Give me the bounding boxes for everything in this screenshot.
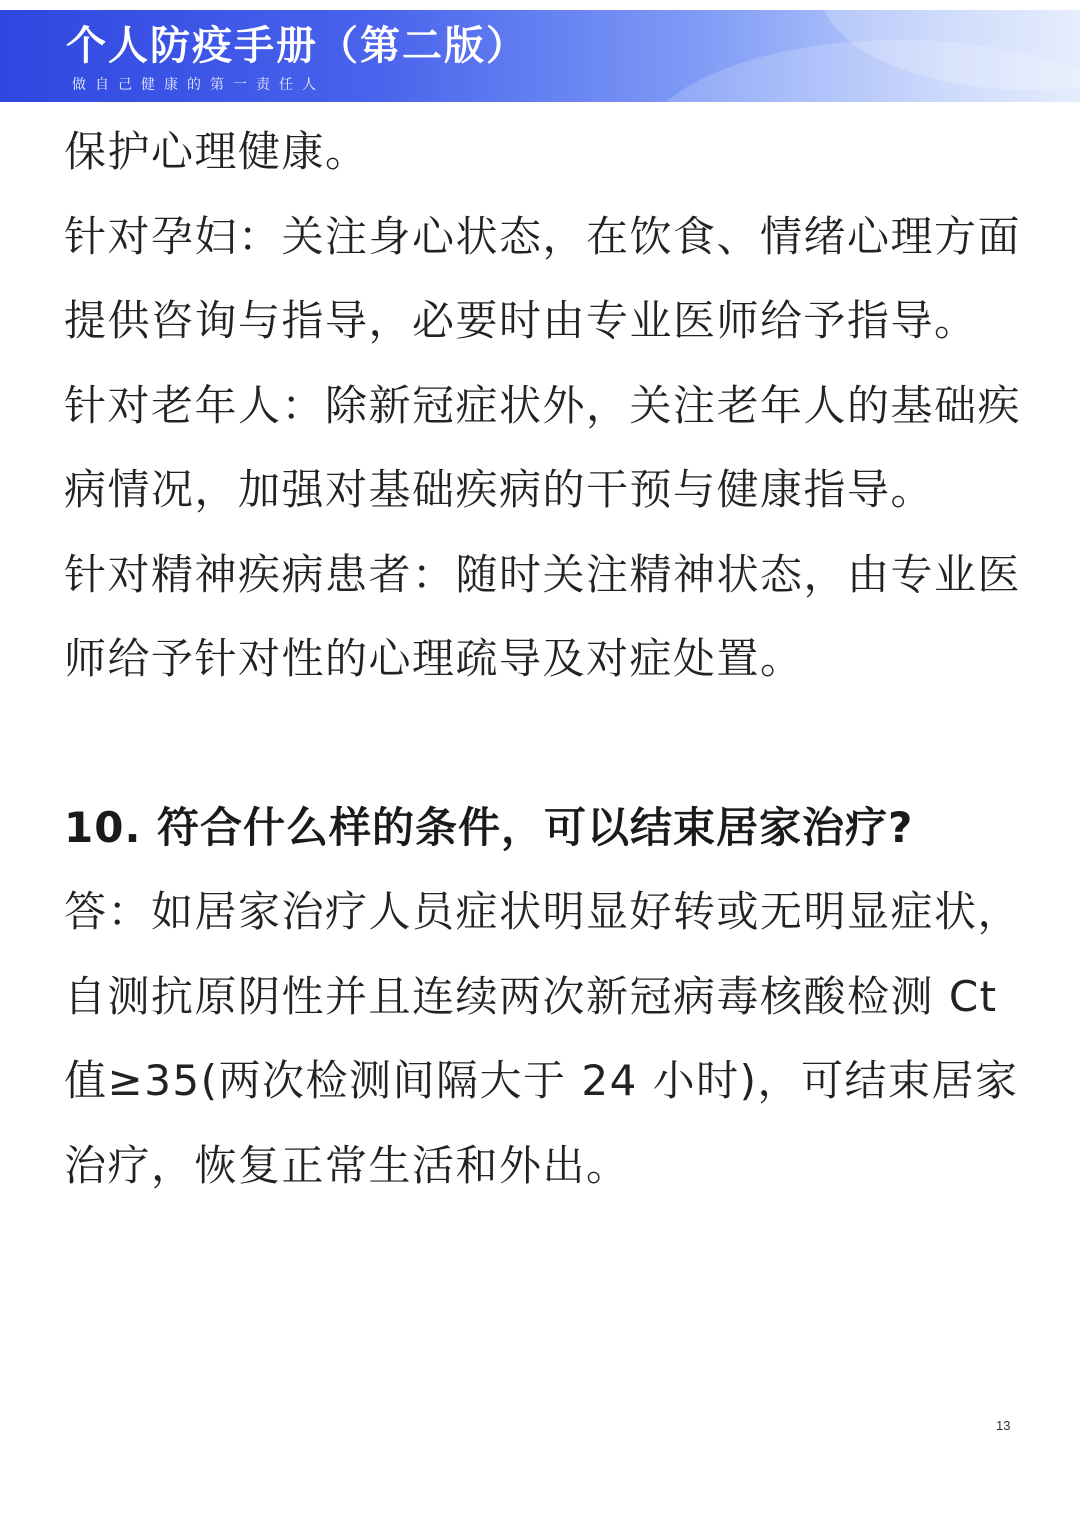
paragraph-mental-illness: 针对精神疾病患者：随时关注精神状态，由专业医师给予针对性的心理疏导及对症处置。 (64, 549, 1022, 683)
header-subtitle: 做自己健康的第一责任人 (72, 77, 325, 93)
answer-paragraph: 答：如居家治疗人员症状明显好转或无明显症状，自测抗原阴性并且连续两次新冠病毒核酸检测 Ct 值≥35(两次检测间隔大于 24 小时)，可结束居家治疗，恢复正常生活和外出。 (64, 887, 1022, 1190)
paragraph-mental-health: 保护心理健康。 (64, 127, 369, 176)
header-title: 个人防疫手册（第二版） (66, 23, 528, 69)
paragraph-elderly: 针对老年人：除新冠症状外，关注老年人的基础疾病情况，加强对基础疾病的干预与健康指导。 (64, 380, 1022, 514)
section-gap (64, 702, 1024, 786)
question-heading: 10. 符合什么样的条件，可以结束居家治疗? (64, 802, 914, 852)
header-banner (0, 10, 1080, 102)
paragraph-pregnant-women: 针对孕妇：关注身心状态，在饮食、情绪心理方面提供咨询与指导，必要时由专业医师给予指导。 (64, 211, 1022, 345)
page-content (64, 110, 1024, 1208)
page-number: 13 (996, 1418, 1011, 1433)
